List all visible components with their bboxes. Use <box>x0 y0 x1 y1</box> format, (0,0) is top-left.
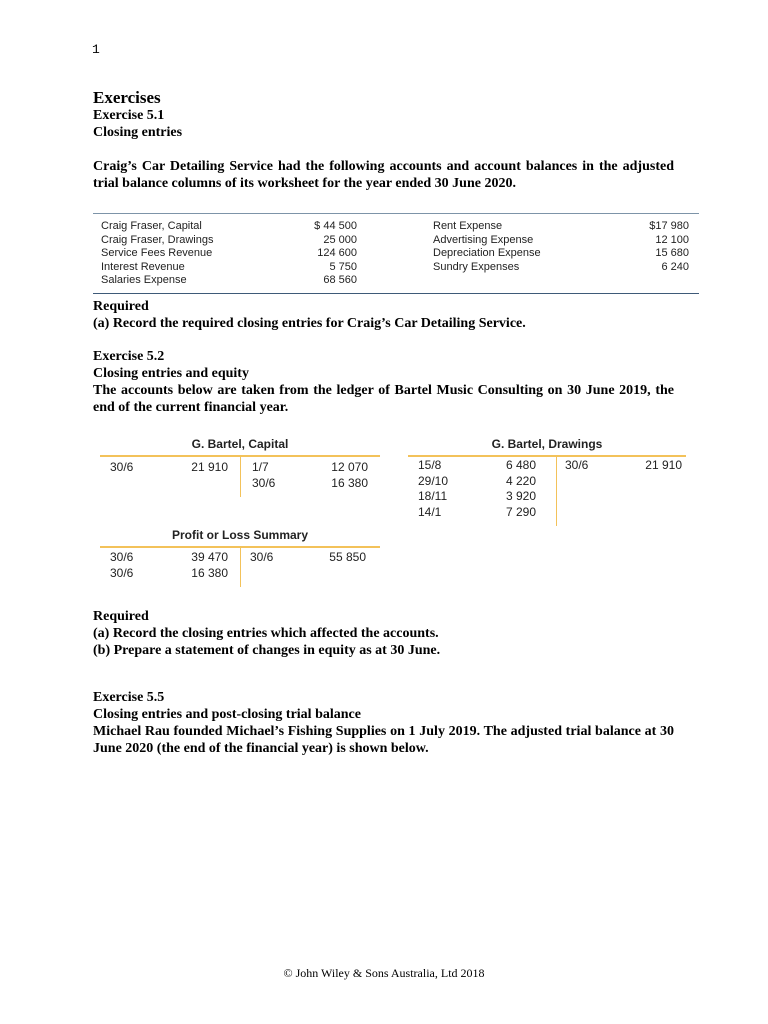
tb-left-names <box>101 220 213 288</box>
exercise-5-2-subtitle: Closing entries and equity <box>93 366 249 381</box>
tb-row-value: 6 240 <box>661 260 689 273</box>
tb-right-names <box>433 220 541 274</box>
t-entry-date: 30/6 <box>252 475 276 490</box>
tb-row-value: $17 980 <box>649 220 689 232</box>
t-account-title: G. Bartel, Drawings <box>491 437 603 451</box>
t-entry-date <box>252 460 275 491</box>
exercise-5-1-required-label: Required <box>93 299 149 314</box>
t-entry-amount: 21 910 <box>645 458 682 472</box>
exercise-5-2-intro: The accounts below are taken from the ledger of Bartel Music Consulting on 30 June 2019, the end of the current financial year. <box>93 383 674 415</box>
t-entry-date: 29/10 <box>418 473 449 488</box>
tb-right-values <box>621 220 689 274</box>
t-account-divider <box>240 456 241 497</box>
t-entry-date: 1/7 <box>252 460 269 474</box>
t-entry-date: 30/6 <box>110 460 134 474</box>
tb-row-label: Rent Expense <box>433 220 503 232</box>
t-entry-amount: 39 470 <box>191 550 228 564</box>
tb-left-values <box>289 220 357 288</box>
exercise-5-1-intro: Craig’s Car Detailing Service had the following accounts and account balances in the adjusted trial balance columns of its worksheet for the year ended 30 June 2020. <box>93 159 674 191</box>
t-account-divider <box>240 547 241 587</box>
tb-row-label: Depreciation Expense <box>433 247 541 260</box>
t-entry-amount: 12 070 <box>331 460 368 474</box>
tb-row-label: Craig Fraser, Capital <box>101 220 202 232</box>
t-entry-amount: 16 380 <box>331 475 368 490</box>
t-account-title: Profit or Loss Summary <box>171 528 309 542</box>
t-entry-amount: 3 920 <box>505 489 536 503</box>
tb-row-label: Salaries Expense <box>101 274 187 287</box>
t-account-divider <box>556 456 557 526</box>
t-entry-amount <box>310 460 368 491</box>
exercise-5-2-requirement-b: (b) Prepare a statement of changes in equity as at 30 June. <box>93 643 441 658</box>
exercise-5-5-title: Exercise 5.5 <box>93 690 165 705</box>
t-entry-date: 30/6 <box>110 565 134 580</box>
t-entry-date: 14/1 <box>418 504 442 519</box>
tb-row-label: Service Fees Revenue <box>101 247 213 260</box>
t-entry-amount: 55 850 <box>329 550 366 564</box>
tb-row-value: 124 600 <box>317 247 357 260</box>
tb-row-value: 68 560 <box>323 274 357 287</box>
t-entry-amount: 21 910 <box>191 460 228 474</box>
exercise-5-1-requirement-a: (a) Record the required closing entries for Craig’s Car Detailing Service. <box>93 316 526 331</box>
tb-row-label: Advertising Expense <box>433 233 534 246</box>
exercise-5-5-subtitle: Closing entries and post-closing trial balance <box>93 707 361 722</box>
t-entry-amount: 16 380 <box>191 565 228 580</box>
t-entry-date: 30/6 <box>250 550 274 564</box>
t-entry-date: 18/11 <box>418 489 448 503</box>
t-entry-amount: 7 290 <box>505 504 536 519</box>
tb-row-value: 12 100 <box>655 233 689 246</box>
exercise-5-1-title: Exercise 5.1 <box>93 108 165 123</box>
exercise-5-2-required-label: Required <box>93 609 149 624</box>
copyright-footer: © John Wiley & Sons Australia, Ltd 2018 <box>283 966 485 980</box>
trial-balance-table <box>93 213 699 294</box>
exercise-5-5-intro: Michael Rau founded Michael’s Fishing Supplies on 1 July 2019. The adjusted trial balance at 30 June 2020 (the end of the financial year) is shown below. <box>93 724 674 756</box>
t-entry-date: 15/8 <box>418 458 442 472</box>
tb-row-value: 15 680 <box>655 247 689 260</box>
t-account-title: G. Bartel, Capital <box>191 437 289 451</box>
t-entry-dates <box>418 458 448 520</box>
t-entry-amounts <box>170 550 228 581</box>
tb-row-value: $ 44 500 <box>314 220 357 232</box>
t-entry-dates <box>110 550 133 581</box>
t-entry-date: 30/6 <box>565 458 589 472</box>
tb-row-label: Craig Fraser, Drawings <box>101 233 214 246</box>
page-number: 1 <box>92 42 100 57</box>
t-entry-amount: 6 480 <box>505 458 536 472</box>
tb-row-label: Interest Revenue <box>101 260 185 273</box>
exercise-5-1-subtitle: Closing entries <box>93 125 183 140</box>
tb-row-value: 5 750 <box>329 260 357 273</box>
exercise-5-2-requirement-a: (a) Record the closing entries which affected the accounts. <box>93 626 439 641</box>
t-entry-date: 30/6 <box>110 550 134 564</box>
t-account-top-rule <box>408 455 686 457</box>
t-entry-amounts <box>478 458 536 520</box>
tb-row-value: 25 000 <box>323 233 357 246</box>
page-heading: Exercises <box>93 88 161 107</box>
t-entry-amount: 4 220 <box>505 473 536 488</box>
tb-row-label: Sundry Expenses <box>433 260 520 273</box>
exercise-5-2-title: Exercise 5.2 <box>93 349 165 364</box>
